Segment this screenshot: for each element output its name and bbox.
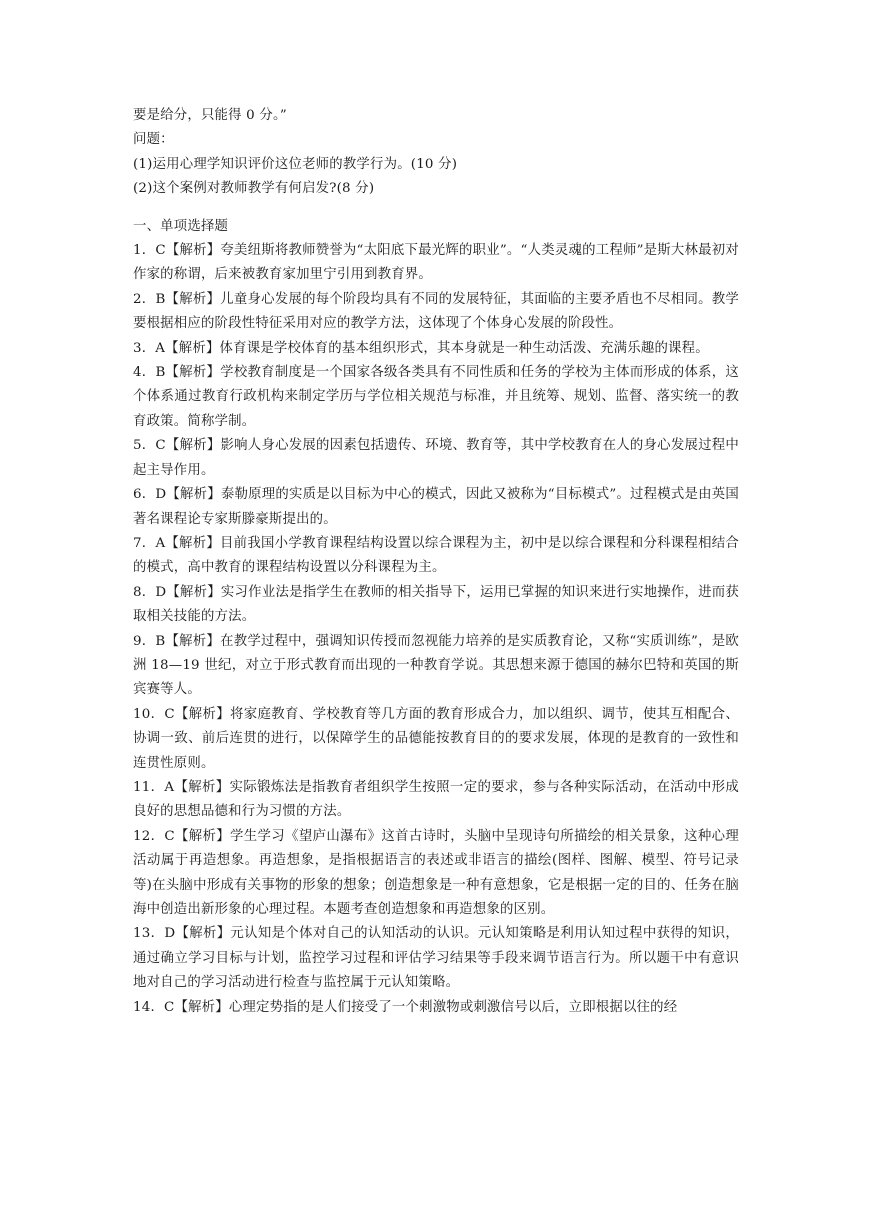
answer-item-6: 6．D【解析】泰勒原理的实质是以目标为中心的模式，因此又被称为“目标模式”。过程模式是由英国著名课程论专家斯滕豪斯提出的。: [133, 487, 739, 527]
answer-item-5: 5．C【解析】影响人身心发展的因素包括遗传、环境、教育等，其中学校教育在人的身心发展过程中起主导作用。: [133, 438, 739, 478]
question-label: 问题：: [133, 132, 174, 148]
intro-line: 要是给分，只能得 0 分。”: [133, 108, 287, 123]
document-page: [133, 104, 739, 1020]
answer-item-4: 4．B【解析】学校教育制度是一个国家各级各类具有不同性质和任务的学校为主体而形成的体系，这个体系通过教育行政机构来制定学历与学位相关规范与标准，并且统筹、规划、监督、落实统一的教育政策。简称学制。: [133, 365, 739, 429]
answer-item-11: 11．A【解析】实际锻炼法是指教育者组织学生按照一定的要求，参与各种实际活动，在活动中形成良好的思想品德和行为习惯的方法。: [133, 779, 739, 820]
answer-item-8: 8．D【解析】实习作业法是指学生在教师的相关指导下，运用已掌握的知识来进行实地操作，进而获取相关技能的方法。: [133, 584, 739, 625]
answer-item-12: 12．C【解析】学生学习《望庐山瀑布》这首古诗时，头脑中呈现诗句所描绘的相关景象，这种心理活动属于再造想象。再造想象，是指根据语言的表述或非语言的描绘(图样、图解、模型、符号记录等)在头脑中形成有关事物的形象的想象；创造想象是一种有意想象，它是根据一定的目的、任务在脑海中创造出新形象的心理过程。本题考查创造想象和再造想象的区别。: [133, 828, 739, 917]
question-1: (1)运用心理学知识评价这位老师的教学行为。(10 分): [133, 156, 458, 172]
answer-item-9: 9．B【解析】在教学过程中，强调知识传授而忽视能力培养的是实质教育论，又称“实质训练”，是欧洲 18—19 世纪，对立于形式教育而出现的一种教育学说。其思想来源于德国的赫尔巴特和英国的斯宾赛等人。: [133, 633, 739, 698]
section-gap: [133, 202, 739, 215]
answer-item-14: 14．C【解析】心理定势指的是人们接受了一个刺激物或刺激信号以后，立即根据以往的经: [133, 999, 678, 1015]
answer-item-2: 2．B【解析】儿童身心发展的每个阶段均具有不同的发展特征，其面临的主要矛盾也不尽相同。教学要根据相应的阶段性特征采用对应的教学方法，这体现了个体身心发展的阶段性。: [133, 291, 739, 332]
section-title: 一、单项选择题: [133, 218, 229, 234]
answer-item-3: 3．A【解析】体育课是学校体育的基本组织形式，其本身就是一种生动活泼、充满乐趣的课程。: [133, 340, 709, 356]
question-2: (2)这个案例对教师教学有何启发?(8 分): [133, 181, 375, 197]
answer-item-13: 13．D【解析】元认知是个体对自己的认知活动的认识。元认知策略是利用认知过程中获得的知识，通过确立学习目标与计划，监控学习过程和评估学习结果等手段来调节语言行为。所以题干中有意识地对自己的学习活动进行检查与监控属于元认知策略。: [133, 926, 739, 991]
answer-item-7: 7．A【解析】目前我国小学教育课程结构设置以综合课程为主，初中是以综合课程和分科课程相结合的模式，高中教育的课程结构设置以分科课程为主。: [133, 535, 739, 576]
answer-item-1: 1．C【解析】夸美纽斯将教师赞誉为“太阳底下最光辉的职业”。“人类灵魂的工程师”是斯大林最初对作家的称谓，后来被教育家加里宁引用到教育界。: [133, 243, 739, 283]
answer-item-10: 10．C【解析】将家庭教育、学校教育等几方面的教育形成合力，加以组织、调节，使其互相配合、协调一致、前后连贯的进行，以保障学生的品德能按教育目的的要求发展，体现的是教育的一致性和连贯性原则。: [133, 706, 739, 771]
